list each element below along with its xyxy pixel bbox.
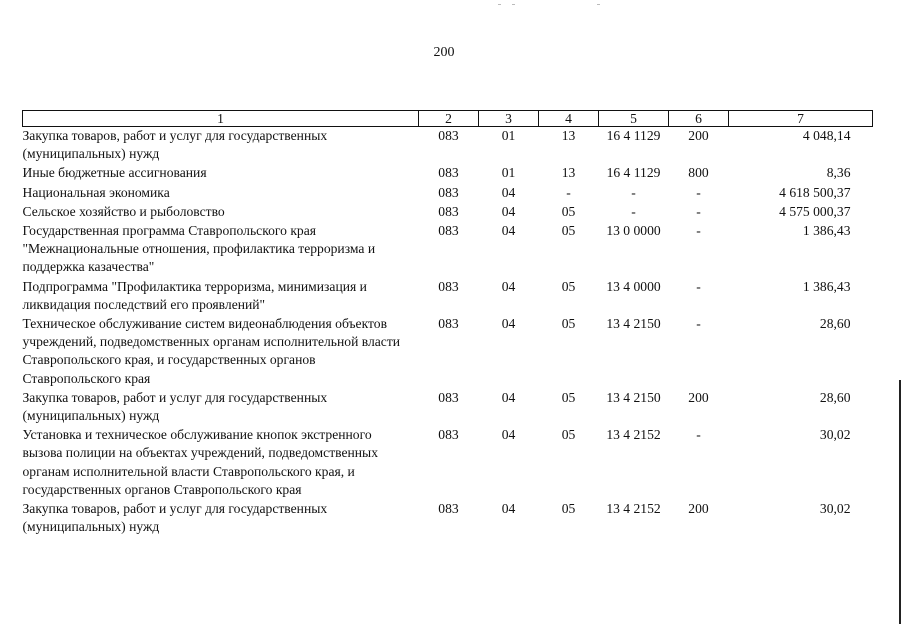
column-header: 3 (479, 111, 539, 127)
subsection-code-cell: 13 (561, 128, 576, 143)
expense-type-cell: - (696, 203, 701, 219)
ministry-code-cell: 083 (438, 223, 459, 239)
amount-cell: 4 575 000,37 (779, 203, 851, 219)
ministry-code-cell: 083 (438, 128, 459, 143)
subsection-code-cell: 05 (561, 389, 576, 405)
subsection-code-cell: 05 (561, 501, 576, 517)
table-row (23, 203, 873, 222)
amount-cell: 4 618 500,37 (779, 184, 851, 200)
expense-type-cell: 800 (688, 165, 709, 181)
subsection-code-cell: 13 (561, 165, 576, 181)
section-code-cell: 01 (501, 128, 516, 143)
target-article-cell: 13 4 2150 (606, 316, 661, 332)
amount-cell: 28,60 (819, 316, 851, 332)
target-article-cell: - (631, 184, 636, 200)
row-name-cell: Закупка товаров, работ и услуг для государственных (муниципальных) нужд (22, 501, 328, 535)
target-article-cell: 13 4 0000 (606, 278, 661, 294)
amount-cell: 30,02 (819, 427, 851, 443)
table-row (23, 184, 873, 203)
ministry-code-cell: 083 (438, 316, 459, 332)
scan-speck (512, 4, 515, 5)
expense-type-cell: - (696, 316, 701, 332)
section-code-cell: 04 (501, 389, 516, 405)
table-row (23, 500, 873, 537)
target-article-cell: - (631, 203, 636, 219)
subsection-code-cell: 05 (561, 223, 576, 239)
section-code-cell: 04 (501, 223, 516, 239)
amount-cell: 30,02 (819, 501, 851, 517)
section-code-cell: 04 (501, 184, 516, 200)
section-code-cell: 04 (501, 316, 516, 332)
expense-type-cell: 200 (688, 501, 709, 517)
expense-type-cell: 200 (688, 389, 709, 405)
row-name-cell: Подпрограмма "Профилактика терроризма, минимизация и ликвидация последствий его проявлений" (22, 278, 367, 312)
expense-type-cell: - (696, 184, 701, 200)
row-name-cell: Сельское хозяйство и рыболовство (22, 203, 225, 219)
amount-cell: 8,36 (826, 165, 851, 181)
table-row (23, 389, 873, 426)
section-code-cell: 04 (501, 427, 516, 443)
ministry-code-cell: 083 (438, 427, 459, 443)
section-code-cell: 04 (501, 203, 516, 219)
table-row (23, 164, 873, 183)
table-row (23, 315, 873, 389)
ministry-code-cell: 083 (438, 184, 459, 200)
table-row (23, 222, 873, 278)
expense-type-cell: - (696, 278, 701, 294)
subsection-code-cell: 05 (561, 278, 576, 294)
amount-cell: 4 048,14 (802, 128, 851, 143)
column-header: 5 (599, 111, 669, 127)
scan-speck (597, 4, 600, 5)
table-row (23, 426, 873, 500)
ministry-code-cell: 083 (438, 165, 459, 181)
column-header: 7 (729, 111, 873, 127)
section-code-cell: 01 (501, 165, 516, 181)
row-name-cell: Закупка товаров, работ и услуг для государственных (муниципальных) нужд (22, 389, 328, 424)
column-header: 4 (539, 111, 599, 127)
ministry-code-cell: 083 (438, 389, 459, 405)
budget-table (22, 110, 873, 537)
row-name-cell: Закупка товаров, работ и услуг для государственных (муниципальных) нужд (22, 128, 328, 162)
section-code-cell: 04 (501, 278, 516, 294)
row-name-cell: Государственная программа Ставропольского края "Межнациональные отношения, профилактика терроризма и поддержка казачества" (22, 223, 376, 275)
target-article-cell: 13 4 2152 (606, 427, 661, 443)
row-name-cell: Национальная экономика (22, 184, 170, 200)
row-name-cell: Установка и техническое обслуживание кнопок экстренного вызова полиции на объектах учреждений, подведомственных органам исполнительной власти Ставропольского края, и государственных органов Ставропольского края (22, 427, 378, 497)
target-article-cell: 13 0 0000 (606, 223, 661, 239)
subsection-code-cell: 05 (561, 316, 576, 332)
expense-type-cell: - (696, 427, 701, 443)
subsection-code-cell: 05 (561, 427, 576, 443)
amount-cell: 28,60 (819, 389, 851, 405)
row-name-cell: Иные бюджетные ассигнования (22, 165, 207, 181)
page-number: 200 (433, 45, 455, 60)
column-header: 6 (669, 111, 729, 127)
column-header: 1 (23, 111, 419, 127)
section-code-cell: 04 (501, 501, 516, 517)
target-article-cell: 16 4 1129 (606, 128, 661, 143)
table-row (23, 127, 873, 165)
subsection-code-cell: - (566, 184, 571, 200)
expense-type-cell: 200 (688, 128, 709, 143)
target-article-cell: 16 4 1129 (606, 165, 661, 181)
target-article-cell: 13 4 2150 (606, 389, 661, 405)
ministry-code-cell: 083 (438, 203, 459, 219)
scan-speck (498, 4, 501, 5)
row-name-cell: Техническое обслуживание систем видеонаблюдения объектов учреждений, подведомственных органам исполнительной власти Ставропольского края, и государственных органов Ставропольского края (22, 316, 401, 386)
expense-type-cell: - (696, 223, 701, 239)
subsection-code-cell: 05 (561, 203, 576, 219)
scan-edge-line (899, 380, 901, 624)
ministry-code-cell: 083 (438, 278, 459, 294)
column-header: 2 (419, 111, 479, 127)
amount-cell: 1 386,43 (802, 223, 851, 239)
header-row (23, 111, 873, 127)
ministry-code-cell: 083 (438, 501, 459, 517)
amount-cell: 1 386,43 (802, 278, 851, 294)
table-row (23, 278, 873, 315)
table-body (23, 127, 873, 538)
target-article-cell: 13 4 2152 (606, 501, 661, 517)
